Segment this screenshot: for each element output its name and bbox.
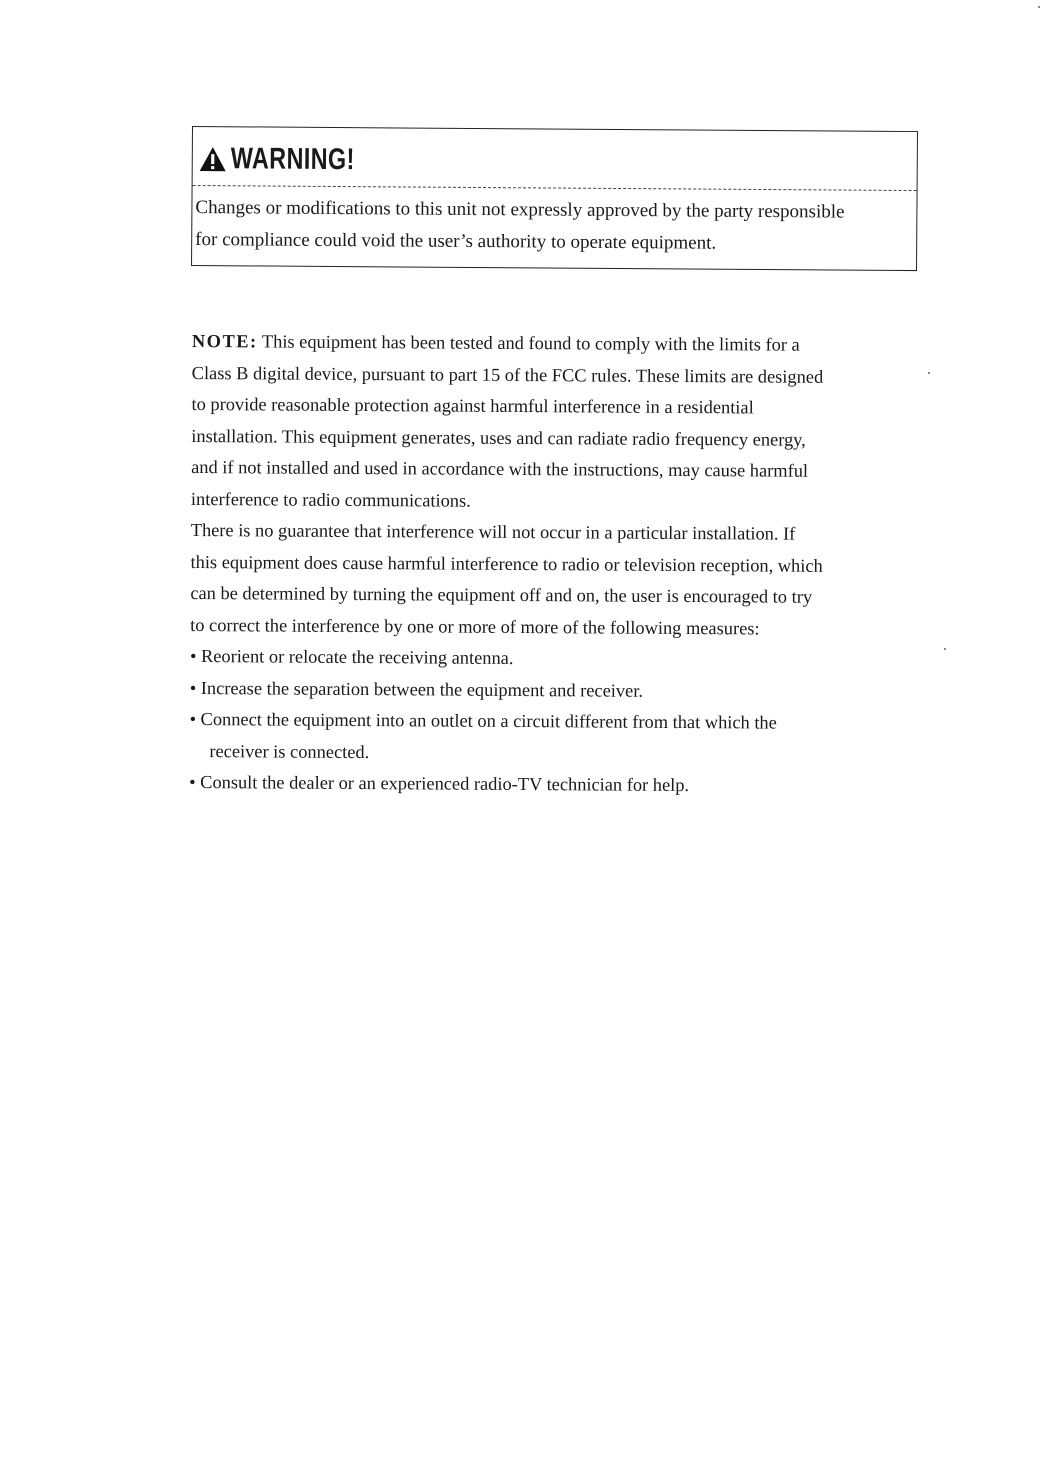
note-line: interference to radio communications. <box>190 488 471 511</box>
note-line <box>192 326 922 362</box>
note-line: to correct the interference by one or more of more of the following measures: <box>190 614 760 638</box>
bullet-text: Increase the separation between the equipment and receiver. <box>200 677 644 701</box>
note-line: installation. This equipment generates, uses and can radiate radio frequency energy, <box>191 425 806 450</box>
note-text: This equipment has been tested and found to comply with the limits for a <box>257 331 800 355</box>
bullet-text: Reorient or relocate the receiving antenna. <box>200 646 514 668</box>
note-line: can be determined by turning the equipment off and on, the user is encouraged to try <box>190 582 813 607</box>
bullet-item <box>190 641 920 677</box>
note-line: this equipment does cause harmful interference to radio or television reception, which <box>190 551 823 576</box>
note-label: NOTE: <box>191 330 258 352</box>
bullet-icon: • <box>189 708 197 730</box>
warning-header <box>193 127 917 191</box>
bullet-text: Connect the equipment into an outlet on a circuit different from that which the <box>200 709 777 733</box>
bullet-text: Consult the dealer or an experienced radio-TV technician for help. <box>200 772 690 796</box>
note-line: There is no guarantee that interference will not occur in a particular installation. If <box>190 519 796 544</box>
bullet-icon: • <box>189 677 197 698</box>
bullet-item <box>189 704 919 740</box>
scan-speck <box>928 372 930 374</box>
note-line: to provide reasonable protection against harmful interference in a residential <box>191 393 754 418</box>
warning-title: WARNING! <box>230 142 355 177</box>
scan-speck <box>1038 6 1040 8</box>
warning-box <box>191 126 918 271</box>
note-line: and if not installed and used in accordance with the instructions, may cause harmful <box>191 456 809 481</box>
bullet-item <box>189 767 919 803</box>
warning-line: for compliance could void the user’s authority to operate equipment. <box>195 229 717 254</box>
scan-speck <box>944 648 946 650</box>
bullet-item <box>190 672 920 708</box>
bullet-icon: • <box>189 645 197 667</box>
warning-line: Changes or modifications to this unit not expressly approved by the party responsible <box>195 197 845 223</box>
note-line: Class B digital device, pursuant to part 15 of the FCC rules. These limits are designed <box>191 362 824 387</box>
bullet-continuation: receiver is connected. <box>209 740 370 762</box>
warning-text <box>192 186 916 261</box>
bullet-icon: • <box>189 771 196 793</box>
fcc-note <box>189 326 922 803</box>
warning-triangle-icon <box>199 146 227 172</box>
